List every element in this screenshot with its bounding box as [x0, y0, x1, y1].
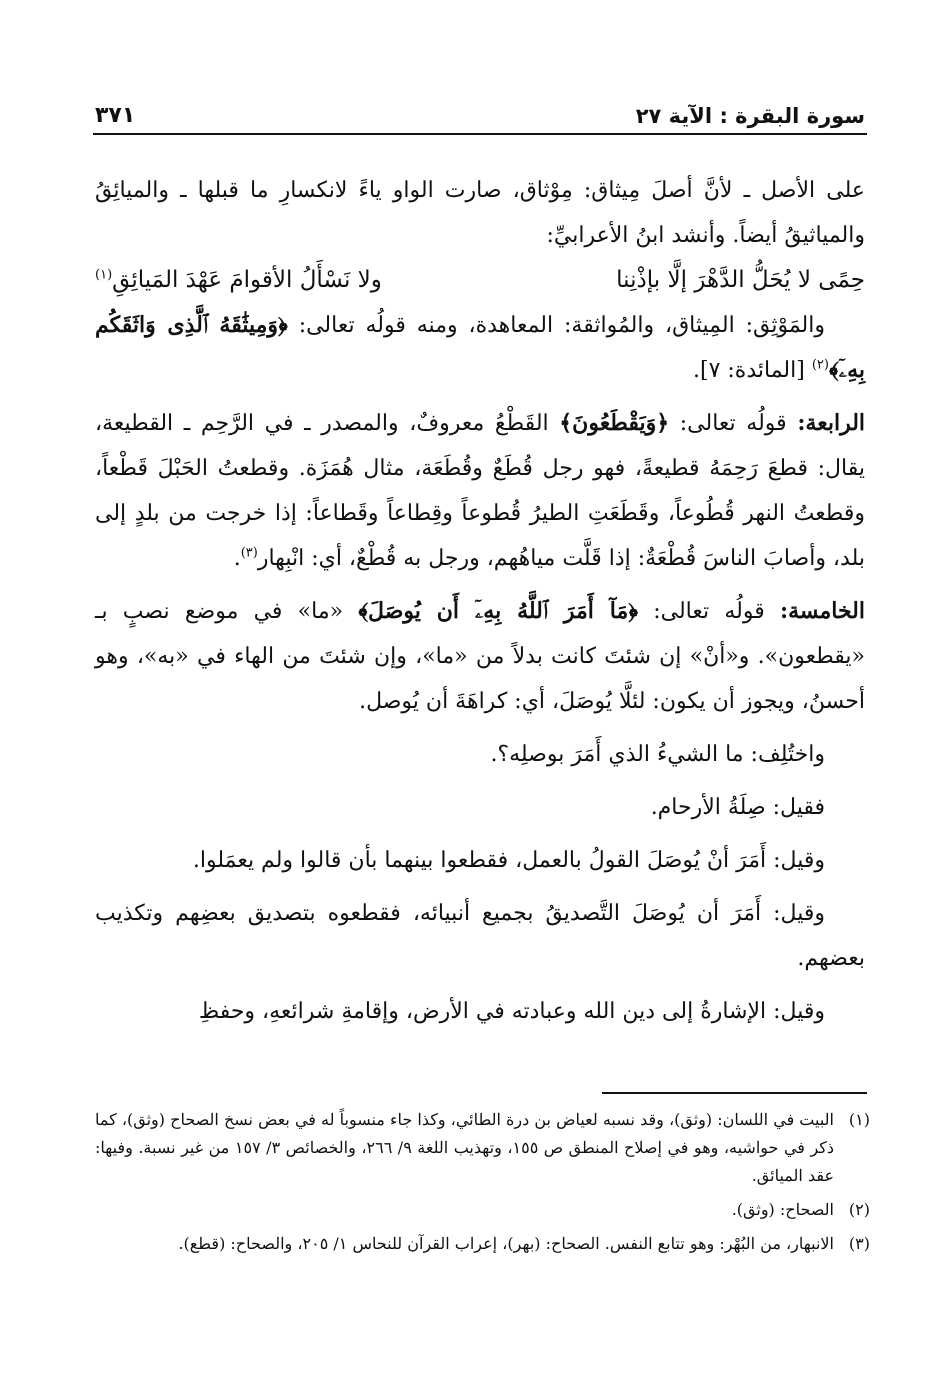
paragraph-6: فقيل: صِلَةُ الأرحام. [650, 795, 825, 820]
footnote-1-number: (١) [848, 1110, 870, 1129]
header-divider [93, 133, 867, 135]
paragraph-2 [95, 303, 865, 393]
footnotes [95, 1106, 870, 1264]
paragraph-1 [95, 168, 865, 258]
paragraph-9: وقيل: الإشارةُ إلى دين الله وعبادته في الأرض، وإقامةِ شرائعهِ، وحفظِ [198, 999, 825, 1024]
footnote-2-number: (٢) [848, 1200, 870, 1219]
paragraph-4-intro: قولُه تعالى: [653, 599, 765, 624]
footnote-3 [95, 1230, 870, 1258]
running-title: سورة البقرة : الآية ٢٧ [635, 104, 865, 128]
quran-quote-1: ﴿وَمِيثَٰقَهُ ٱلَّذِى وَاثَقَكُم بِهِۦٓ﴾ [95, 312, 865, 383]
footnote-ref-2: (٢) [811, 357, 829, 373]
paragraph-3-end: . [233, 546, 241, 571]
footnote-1 [95, 1106, 870, 1190]
section-term-fourth: الرابعة: [797, 410, 866, 436]
quran-citation-1: [المائدة: ٧]. [692, 358, 805, 383]
paragraph-4 [95, 589, 865, 724]
paragraph-3-intro: قولُه تعالى: [679, 411, 787, 436]
paragraph-5: واختُلِف: ما الشيءُ الذي أَمَرَ بوصلِه؟. [490, 742, 825, 767]
verse-first-hemistich: حِمًى لا يُحَلُّ الدَّهْرَ إلَّا بإذْنِنا [616, 267, 865, 293]
footnote-3-number: (٣) [848, 1234, 870, 1253]
poetry-verse [95, 258, 865, 303]
footnote-3-text: الانبهار، من البُهْر: وهو تتابع النفس. الصحاح: (بهر)، إعراب القرآن للنحاس ١/ ٢٠٥، والصحاح: (قطع). [178, 1234, 834, 1253]
quran-quote-3: ﴿مَآ أَمَرَ ٱللَّهُ بِهِۦٓ أَن يُوصَلَ﴾ [358, 598, 638, 624]
footnote-1-text: البيت في اللسان: (وثق)، وقد نسبه لعياض بن درة الطائي، وكذا جاء منسوباً له في بعض نسخ الصحاح (وثق)، كما ذكر في حواشيه، وهو في إصلاح المنطق ص ١٥٥، وتهذيب اللغة ٩/ ٢٦٦، والخصائص ٣/ ١٥٧ من غير نسبة. وفيها: عقد الميائق. [95, 1110, 835, 1185]
paragraph-1-text: على الأصل ـ لأنَّ أصلَ مِيثاق: مِوْثاق، صارت الواو ياءً لانكسارِ ما قبلها ـ والميائِقُ والمياثيقُ أيضاً. وأنشد ابنُ الأعرابيِّ: [95, 178, 865, 248]
verse-second-hemistich [95, 258, 382, 303]
footnote-divider [602, 1092, 867, 1094]
paragraph-3 [95, 401, 865, 581]
paragraph-3-text: القَطْعُ معروفٌ، والمصدر ـ في الرَّحِم ـ القطيعة، يقال: قطعَ رَحِمَهُ قطيعةً، فهو رجل قُطَعٌ وقُطَعَة، مثال هُمَزَة. وقطعتُ الحَبْلَ قَطْعاً، وقطعتُ النهر قُطُوعاً، وقَطَعَتِ الطيرُ قُطوعاً وقِطاعاً وقَطاعاً: إذا خرجت من بلدٍ إلى بلد، وأصابَ الناسَ قُطْعَةٌ: إذا قَلَّت مياهُهم، ورجل به قُطْعٌ، أي: انْبِهار [95, 411, 865, 571]
main-text [95, 168, 865, 1034]
paragraph-4-text: «ما» في موضع نصبٍ بـ «يقطعون». و«أنْ» إن شئتَ كانت بدلاً من «ما»، وإن شئتَ من الهاء في «به»، وهو أحسنُ، ويجوز أن يكون: لئلَّا يُوصَلَ، أي: كراهَةَ أن يُوصل. [95, 599, 865, 714]
quran-quote-2: ﴿وَيَقْطَعُونَ﴾ [559, 410, 670, 436]
paragraph-2-text: والمَوْثِق: المِيثاق، والمُواثقة: المعاهدة، ومنه قولُه تعالى: [298, 313, 825, 338]
paragraph-7: وقيل: أَمَرَ أنْ يُوصَلَ القولُ بالعمل، فقطعوا بينهما بأن قالوا ولم يعمَلوا. [192, 848, 825, 873]
footnote-2 [95, 1196, 870, 1224]
footnote-2-text: الصحاح: (وثق). [731, 1200, 834, 1219]
paragraph-8: وقيل: أَمَرَ أن يُوصَلَ التَّصديقُ بجميع أنبيائه، فقطعوه بتصديق بعضِهم وتكذيب بعضهم. [95, 901, 865, 971]
section-term-fifth: الخامسة: [779, 598, 865, 624]
verse-second-text: ولا نَسْأَلُ الأقوامَ عَهْدَ المَيائِقِ [112, 267, 382, 293]
footnote-ref-1: (١) [95, 267, 113, 283]
page-number: ٣٧١ [95, 103, 136, 128]
footnote-ref-3: (٣) [240, 545, 258, 561]
page-header [95, 92, 865, 128]
